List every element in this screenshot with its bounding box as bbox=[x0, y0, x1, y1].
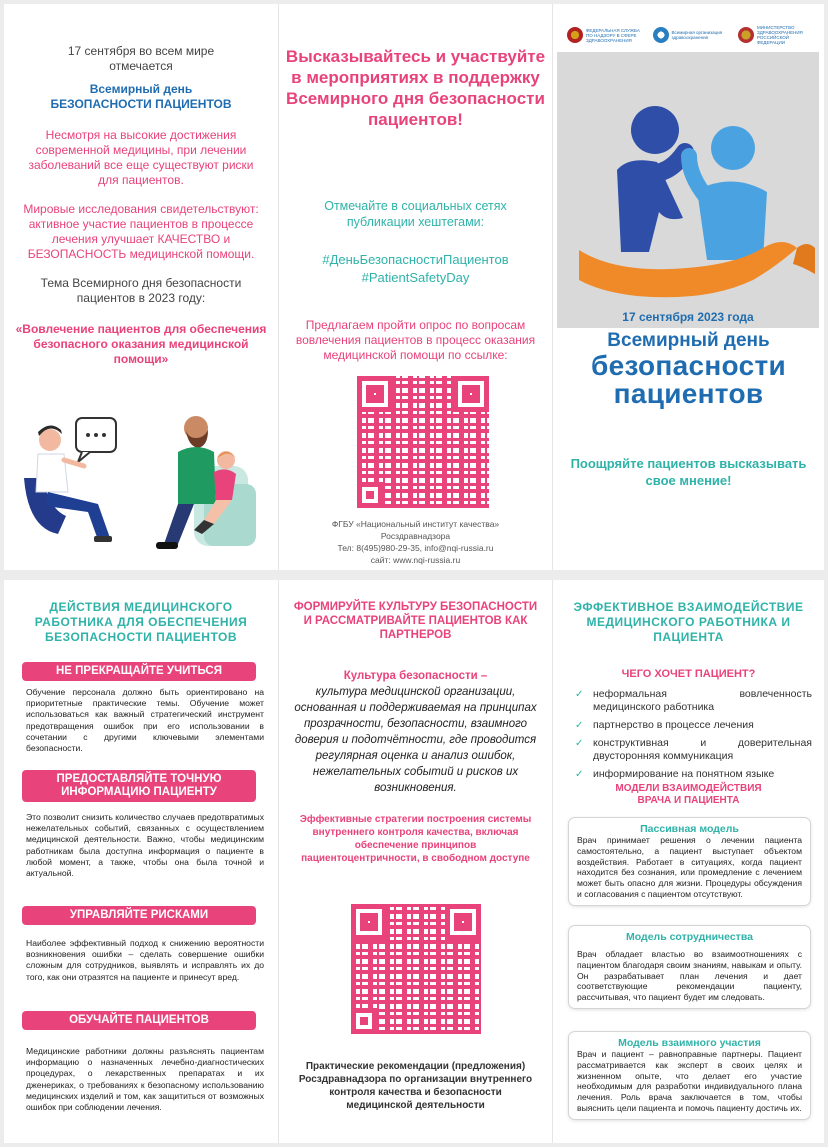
list-item: ✓ партнерство в процессе лечения bbox=[575, 719, 754, 731]
people-hands-illustration bbox=[557, 52, 819, 328]
cover-title-2: безопасности bbox=[591, 350, 786, 381]
brochure-inner-side bbox=[4, 580, 824, 1143]
mutual-participation-title: Модель взаимного участия bbox=[618, 1037, 761, 1049]
patient-wants-list bbox=[575, 688, 812, 786]
pill-accurate-info: ПРЕДОСТАВЛЯЙТЕ ТОЧНУЮ ИНФОРМАЦИЮ ПАЦИЕНТУ bbox=[22, 770, 256, 802]
hashtag-2[interactable]: #PatientSafetyDay bbox=[361, 270, 470, 285]
passive-model-text: Врач принимает решения о лечении пациента самостоятельно, а пациент выступает объектом воздействия. Работает в ситуациях, когда пациент находится без сознания, или промедление с лечением может быть опасно для жизни. Процедуры обсуждения и согласования с пациентом отсутствуют. bbox=[577, 835, 802, 899]
mutual-participation-card bbox=[569, 1032, 810, 1119]
theme-text: «Вовлечение пациентов для обеспечения безопасного оказания медицинской помощи» bbox=[15, 322, 267, 366]
contact-block bbox=[289, 518, 542, 566]
cover-title bbox=[561, 330, 816, 408]
cooperation-model-title: Модель сотрудничества bbox=[626, 931, 753, 943]
cooperation-model-card bbox=[569, 926, 810, 1008]
check-icon: ✓ bbox=[575, 738, 584, 749]
ministry-logo bbox=[738, 25, 816, 45]
contact-phone[interactable]: Тел: 8(495)980-29-35, info@nqi-russia.ru bbox=[337, 543, 494, 553]
logo-2-text: Всемирная организация здравоохранения bbox=[671, 30, 723, 40]
day-title-2: БЕЗОПАСНОСТИ ПАЦИЕНТОВ bbox=[50, 97, 232, 111]
cover-subtitle: Поощряйте пациентов высказывать свое мнение! bbox=[570, 456, 807, 488]
text-keep-learning: Обучение персонала должно быть ориентировано на приоритетные практические темы. Обучение может использоваться как важный стратегический инструмент предотвращения ошибок при его использовании в сочетании с другими ключевыми элементами безопасности. bbox=[26, 687, 264, 754]
mutual-participation-text: Врач и пациент – равноправные партнеры. Пациент рассматривается как эксперт в своих целях и жизненном опыте, что делает его участие необходимым для разработки индивидуального плана лечения. Роль врача заключается в том, чтобы выяснить цели пациента и помочь пациенту достичь их. bbox=[577, 1049, 802, 1113]
check-icon: ✓ bbox=[575, 689, 584, 700]
interaction-heading: ЭФФЕКТИВНОЕ ВЗАИМОДЕЙСТВИЕ МЕДИЦИНСКОГО РАБОТНИКА И ПАЦИЕНТА bbox=[573, 600, 804, 644]
cover-panel bbox=[552, 4, 824, 570]
check-icon: ✓ bbox=[575, 769, 584, 780]
practical-recommendations: Практические рекомендации (предложения) Росздравнадзора по организации внутреннего контроля качества и безопасности медицинской деятельности bbox=[298, 1061, 533, 1111]
roszdravnadzor-logo bbox=[567, 27, 645, 43]
logo-1-text: ФЕДЕРАЛЬНАЯ СЛУЖБА ПО НАДЗОРУ В СФЕРЕ ЗДРАВООХРАНЕНИЯ bbox=[586, 27, 640, 43]
patient-wants-title: ЧЕГО ХОЧЕТ ПАЦИЕНТ? bbox=[621, 668, 756, 680]
doctor-family-illustration bbox=[18, 408, 268, 558]
hashtag-1[interactable]: #ДеньБезопасностиПациентов bbox=[322, 252, 509, 267]
models-title: МОДЕЛИ ВЗАИМОДЕЙСТВИЯ ВРАЧА И ПАЦИЕНТА bbox=[615, 783, 762, 806]
survey-text: Предлагаем пройти опрос по вопросам вовлечения пациентов в процесс оказания медицинской помощи по ссылке: bbox=[295, 318, 536, 362]
intro-paragraph-1: Несмотря на высокие достижения современной медицины, при лечении заболеваний все еще существуют риски для пациентов. bbox=[28, 128, 254, 187]
culture-text: культура медицинской организации, основанная и поддерживаемая на принципах прозрачности, безопасности, взаимного доверия и подотчётности, где проводится регулярная оценка и анализ ошибок, нежелательных событий и рисков их возникновения. bbox=[294, 686, 537, 794]
pill-keep-learning: НЕ ПРЕКРАЩАЙТЕ УЧИТЬСЯ bbox=[22, 662, 256, 681]
doctor-figure bbox=[24, 425, 112, 542]
intro-panel bbox=[4, 4, 278, 570]
cover-title-3: пациентов bbox=[613, 378, 764, 409]
strategies-text: Эффективные стратегии построения системы внутреннего контроля качества, включая обеспечение принципов пациентоцентричности, в свободном доступе bbox=[299, 814, 532, 864]
pill-manage-risks: УПРАВЛЯЙТЕ РИСКАМИ bbox=[22, 906, 256, 925]
org-name-2: Росздравнадзора bbox=[380, 531, 451, 541]
who-logo bbox=[653, 27, 731, 43]
eagle-emblem-icon bbox=[738, 27, 754, 43]
passive-model-title: Пассивная модель bbox=[640, 823, 739, 835]
list-item: ✓ конструктивная и доверительная двусторонняя коммуникация bbox=[575, 737, 812, 762]
contact-site[interactable]: сайт: www.nqi-russia.ru bbox=[370, 555, 461, 565]
pill-educate-patients: ОБУЧАЙТЕ ПАЦИЕНТОВ bbox=[22, 1011, 256, 1030]
day-title-1: Всемирный день bbox=[89, 82, 193, 96]
actions-panel bbox=[4, 580, 278, 1143]
text-accurate-info: Это позволит снизить количество случаев предотвратимых нежелательных событий, связанных с осуществлением медицинской деятельности. Важно, чтобы медицинским работникам была доступна информация о пациенте в любой момент, а также, чтобы она была точной и актуальной. bbox=[26, 812, 264, 879]
hero-date: 17 сентября 2023 года bbox=[622, 310, 754, 324]
hero-image bbox=[557, 52, 819, 328]
logo-3-text: МИНИСТЕРСТВО ЗДРАВООХРАНЕНИЯ РОССИЙСКОЙ ФЕДЕРАЦИИ bbox=[757, 25, 803, 45]
safety-culture-panel bbox=[278, 580, 552, 1143]
theme-intro: Тема Всемирного дня безопасности пациентов в 2023 году: bbox=[40, 276, 242, 305]
date-line: 17 сентября во всем мире отмечается bbox=[67, 44, 215, 73]
text-manage-risks: Наиболее эффективный подход к снижению вероятности возникновения ошибки – сделать совершение ошибки сложным для сотрудников, выявлять и исправлять их до того, как они отразятся на пациенте и принесут вред. bbox=[26, 938, 264, 982]
intro-paragraph-2: Мировые исследования свидетельствуют: активное участие пациентов в процессе лечения улучшает КАЧЕСТВО и БЕЗОПАСНОСТЬ медицинской помощи. bbox=[23, 202, 259, 261]
list-item: ✓ информирование на понятном языке bbox=[575, 768, 775, 780]
culture-definition bbox=[291, 668, 540, 796]
brochure-outer-side bbox=[4, 4, 824, 570]
participate-title: Высказывайтесь и участвуйте в мероприятиях в поддержку Всемирного дня безопасности пациентов! bbox=[285, 47, 546, 129]
actions-heading: ДЕЙСТВИЯ МЕДИЦИНСКОГО РАБОТНИКА ДЛЯ ОБЕСПЕЧЕНИЯ БЕЗОПАСНОСТИ ПАЦИЕНТОВ bbox=[34, 600, 248, 644]
check-icon: ✓ bbox=[575, 720, 584, 731]
culture-title: Культура безопасности – bbox=[343, 670, 488, 682]
logos-row bbox=[567, 20, 816, 50]
cooperation-model-text: Врач обладает властью во взаимоотношениях с пациентом благодаря своим знаниям, навыкам и опыту. Он разрабатывает план лечения и дает соответствующие рекомендации пациенту, рассчитывая, что пациент будет им следовать. bbox=[577, 949, 802, 1003]
culture-heading: ФОРМИРУЙТЕ КУЛЬТУРУ БЕЗОПАСНОСТИ И РАССМАТРИВАЙТЕ ПАЦИЕНТОВ КАК ПАРТНЕРОВ bbox=[293, 601, 538, 641]
social-text: Отмечайте в социальных сетях публикации хештегами: bbox=[324, 199, 507, 229]
who-globe-icon bbox=[653, 27, 669, 43]
intro-text bbox=[14, 44, 268, 367]
passive-model-card bbox=[569, 818, 810, 905]
interaction-panel bbox=[552, 580, 824, 1143]
cover-title-1: Всемирный день bbox=[607, 330, 770, 351]
list-item: ✓ неформальная вовлеченность медицинского работника bbox=[575, 688, 812, 713]
family-figures bbox=[156, 416, 256, 549]
recommendations-qr-code[interactable] bbox=[351, 904, 481, 1034]
emblem-icon bbox=[567, 27, 583, 43]
text-educate-patients: Медицинские работники должны разъяснять пациентам информацию о назначенных лечебно-диагностических процедурах, о лекарственных препаратах и их дженериках, о требованиях к безопасному использованию медицинских изделий и том, как защититься от возможных ошибок при соблюдении лечения. bbox=[26, 1046, 264, 1113]
participation-panel bbox=[278, 4, 552, 570]
survey-qr-code[interactable] bbox=[357, 376, 489, 508]
org-name: ФГБУ «Национальный институт качества» bbox=[331, 519, 500, 529]
